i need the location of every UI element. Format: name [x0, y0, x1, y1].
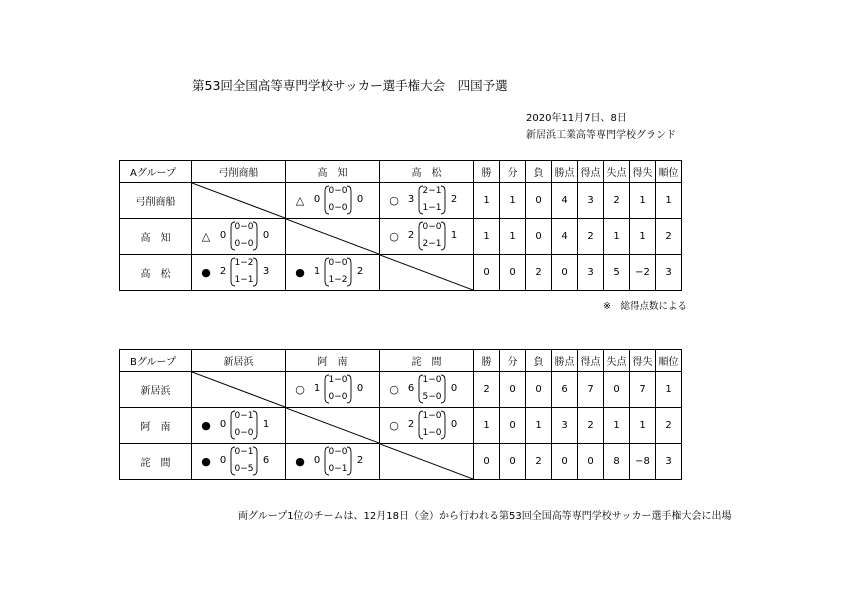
stat-header: 勝 — [474, 350, 500, 372]
stat-header: 得失 — [630, 350, 656, 372]
table-row — [120, 408, 682, 444]
group-a-table — [119, 160, 682, 291]
stat-value: 2 — [526, 255, 552, 291]
second-half-score: 2−1 — [422, 239, 442, 249]
opponent-score: 6 — [262, 455, 270, 466]
header-row — [120, 161, 682, 183]
event-venue: 新居浜工業高等専門学校グランド — [526, 130, 676, 141]
result-symbol: ○ — [389, 419, 399, 432]
column-team-name: 弓削商船 — [192, 161, 286, 183]
stat-value: 0 — [500, 408, 526, 444]
first-half-score: 0−0 — [234, 222, 254, 232]
match-result — [380, 372, 473, 407]
match-result-cell — [192, 408, 286, 444]
match-result — [380, 183, 473, 218]
stat-value: 1 — [630, 408, 656, 444]
opponent-score: 0 — [356, 194, 364, 205]
stat-value: 2 — [604, 183, 630, 219]
result-symbol: ● — [295, 455, 305, 468]
diagonal-line — [380, 444, 473, 479]
second-half-score: 0−0 — [328, 392, 348, 402]
group-name: Aグループ — [120, 161, 192, 183]
stat-value: 2 — [526, 444, 552, 480]
stat-value: 0 — [552, 444, 578, 480]
match-result-cell — [192, 444, 286, 480]
match-result-cell — [286, 372, 380, 408]
stat-value: 0 — [474, 444, 500, 480]
first-half-score: 0−1 — [234, 411, 254, 421]
stat-value: 7 — [578, 372, 604, 408]
match-result-cell — [286, 255, 380, 291]
first-half-score: 1−0 — [422, 411, 442, 421]
diagonal-line — [286, 408, 379, 443]
first-half-score: 0−0 — [328, 258, 348, 268]
table-row — [120, 372, 682, 408]
group-name: Bグループ — [120, 350, 192, 372]
match-result-cell — [380, 372, 474, 408]
stat-value: 7 — [630, 372, 656, 408]
stat-header: 順位 — [656, 161, 682, 183]
row-team-name: 阿 南 — [120, 408, 192, 444]
header-row — [120, 350, 682, 372]
stat-value: 1 — [604, 408, 630, 444]
stat-header: 勝 — [474, 161, 500, 183]
stat-header: 順位 — [656, 350, 682, 372]
table-row — [120, 444, 682, 480]
opponent-score: 0 — [450, 419, 458, 430]
first-half-score: 2−1 — [422, 186, 442, 196]
first-half-score: 0−0 — [328, 186, 348, 196]
stat-header: 得点 — [578, 161, 604, 183]
opponent-score: 2 — [450, 194, 458, 205]
second-half-score: 1−0 — [422, 428, 442, 438]
stat-value: 4 — [552, 183, 578, 219]
stat-value: 1 — [656, 372, 682, 408]
row-team-name: 詫 間 — [120, 444, 192, 480]
stat-value: −8 — [630, 444, 656, 480]
opponent-score: 1 — [262, 419, 270, 430]
stat-value: 1 — [500, 183, 526, 219]
result-symbol: ○ — [389, 230, 399, 243]
stat-value: 0 — [474, 255, 500, 291]
stat-value: 1 — [500, 219, 526, 255]
team-score: 0 — [219, 455, 227, 466]
stat-header: 負 — [526, 350, 552, 372]
stat-value: 3 — [552, 408, 578, 444]
diagonal-line — [286, 219, 379, 254]
stat-header: 分 — [500, 350, 526, 372]
opponent-score: 2 — [356, 455, 364, 466]
first-half-score: 1−0 — [328, 375, 348, 385]
result-symbol: ○ — [389, 194, 399, 207]
team-score: 0 — [219, 230, 227, 241]
event-date: 2020年11月7日、8日 — [526, 113, 627, 124]
stat-value: 0 — [578, 444, 604, 480]
team-score: 2 — [407, 419, 415, 430]
column-team-name: 高 松 — [380, 161, 474, 183]
match-result — [286, 372, 379, 407]
second-half-score: 0−0 — [234, 428, 254, 438]
stat-header: 得失 — [630, 161, 656, 183]
match-result-cell — [192, 219, 286, 255]
match-result-cell — [192, 255, 286, 291]
self-match-cell — [192, 372, 286, 408]
footer-note: 両グループ1位のチームは、12月18日（金）から行われる第53回全国高等専門学校サッカー選手権大会に出場 — [238, 511, 732, 522]
stat-value: 1 — [526, 408, 552, 444]
row-team-name: 高 知 — [120, 219, 192, 255]
first-half-score: 1−2 — [234, 258, 254, 268]
group-b-table — [119, 349, 682, 480]
self-match-cell — [380, 444, 474, 480]
result-symbol: ● — [201, 266, 211, 279]
stat-header: 失点 — [604, 161, 630, 183]
result-symbol: ● — [201, 419, 211, 432]
team-score: 0 — [219, 419, 227, 430]
result-symbol: ● — [201, 455, 211, 468]
team-score: 1 — [313, 383, 321, 394]
stat-value: 3 — [656, 444, 682, 480]
page-title: 第53回全国高等専門学校サッカー選手権大会 四国予選 — [192, 78, 508, 93]
stat-value: 1 — [474, 183, 500, 219]
stat-value: 3 — [656, 255, 682, 291]
stat-value: 5 — [604, 255, 630, 291]
team-score: 2 — [219, 266, 227, 277]
first-half-score: 0−0 — [422, 222, 442, 232]
row-team-name: 高 松 — [120, 255, 192, 291]
diagonal-line — [192, 183, 285, 218]
table-row — [120, 183, 682, 219]
stat-value: 1 — [630, 219, 656, 255]
match-result — [192, 444, 285, 479]
stat-header: 勝点 — [552, 161, 578, 183]
stat-value: 3 — [578, 183, 604, 219]
result-symbol: ○ — [389, 383, 399, 396]
table-row — [120, 255, 682, 291]
match-result-cell — [286, 183, 380, 219]
match-result — [192, 255, 285, 290]
second-half-score: 0−5 — [234, 464, 254, 474]
stat-value: 2 — [656, 408, 682, 444]
opponent-score: 1 — [450, 230, 458, 241]
match-result — [286, 444, 379, 479]
stat-value: 1 — [630, 183, 656, 219]
match-result — [286, 183, 379, 218]
first-half-score: 1−0 — [422, 375, 442, 385]
team-score: 2 — [407, 230, 415, 241]
match-result-cell — [380, 219, 474, 255]
stat-value: 1 — [474, 408, 500, 444]
opponent-score: 0 — [450, 383, 458, 394]
stat-value: 2 — [474, 372, 500, 408]
row-team-name: 弓削商船 — [120, 183, 192, 219]
stat-value: 1 — [474, 219, 500, 255]
stat-value: −2 — [630, 255, 656, 291]
stat-value: 2 — [578, 219, 604, 255]
stat-value: 1 — [604, 219, 630, 255]
column-team-name: 阿 南 — [286, 350, 380, 372]
team-score: 0 — [313, 455, 321, 466]
stat-value: 0 — [604, 372, 630, 408]
stat-value: 0 — [552, 255, 578, 291]
result-symbol: ● — [295, 266, 305, 279]
team-score: 1 — [313, 266, 321, 277]
first-half-score: 0−0 — [328, 447, 348, 457]
stat-value: 2 — [656, 219, 682, 255]
stat-value: 3 — [578, 255, 604, 291]
opponent-score: 0 — [356, 383, 364, 394]
second-half-score: 5−0 — [422, 392, 442, 402]
result-symbol: △ — [295, 194, 305, 207]
stat-value: 1 — [656, 183, 682, 219]
match-result-cell — [380, 183, 474, 219]
stat-value: 0 — [526, 372, 552, 408]
team-score: 0 — [313, 194, 321, 205]
opponent-score: 3 — [262, 266, 270, 277]
stat-header: 勝点 — [552, 350, 578, 372]
result-symbol: ○ — [295, 383, 305, 396]
stat-value: 4 — [552, 219, 578, 255]
match-result — [286, 255, 379, 290]
match-result-cell — [286, 444, 380, 480]
tiebreak-note: ※ 総得点数による — [603, 301, 687, 312]
stat-header: 得点 — [578, 350, 604, 372]
match-result — [380, 408, 473, 443]
first-half-score: 0−1 — [234, 447, 254, 457]
self-match-cell — [286, 408, 380, 444]
stat-value: 0 — [500, 372, 526, 408]
stat-header: 失点 — [604, 350, 630, 372]
opponent-score: 0 — [262, 230, 270, 241]
second-half-score: 0−1 — [328, 464, 348, 474]
match-result-cell — [380, 408, 474, 444]
second-half-score: 1−1 — [234, 275, 254, 285]
second-half-score: 1−2 — [328, 275, 348, 285]
opponent-score: 2 — [356, 266, 364, 277]
diagonal-line — [380, 255, 473, 290]
stat-header: 分 — [500, 161, 526, 183]
stat-value: 0 — [500, 255, 526, 291]
column-team-name: 高 知 — [286, 161, 380, 183]
stat-value: 2 — [578, 408, 604, 444]
stat-header: 負 — [526, 161, 552, 183]
self-match-cell — [192, 183, 286, 219]
stat-value: 8 — [604, 444, 630, 480]
stat-value: 0 — [526, 183, 552, 219]
column-team-name: 詫 間 — [380, 350, 474, 372]
column-team-name: 新居浜 — [192, 350, 286, 372]
diagonal-line — [192, 372, 285, 407]
stat-value: 6 — [552, 372, 578, 408]
second-half-score: 0−0 — [234, 239, 254, 249]
stat-value: 0 — [526, 219, 552, 255]
self-match-cell — [286, 219, 380, 255]
second-half-score: 1−1 — [422, 203, 442, 213]
self-match-cell — [380, 255, 474, 291]
match-result — [380, 219, 473, 254]
second-half-score: 0−0 — [328, 203, 348, 213]
match-result — [192, 219, 285, 254]
stat-value: 0 — [500, 444, 526, 480]
result-symbol: △ — [201, 230, 211, 243]
team-score: 6 — [407, 383, 415, 394]
table-row — [120, 219, 682, 255]
row-team-name: 新居浜 — [120, 372, 192, 408]
team-score: 3 — [407, 194, 415, 205]
match-result — [192, 408, 285, 443]
